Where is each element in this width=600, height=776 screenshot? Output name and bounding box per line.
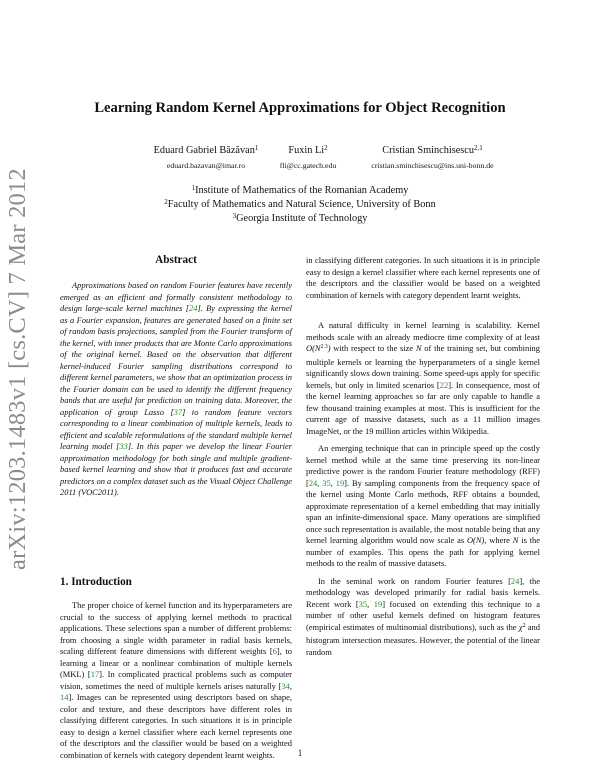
right-paragraph-3: In the seminal work on random Fourier features [24], the methodology was developed primarily for radial basis kernels. Recent work [35, 19] focused on extending this technique to a number of other useful kernels defined on histogram features (empirical estimates of multinomial distributions), such as the $\chi^2$ and histogram intersection measures. However, the potential of the linear random [306,575,541,657]
affiliations [60,184,540,227]
abstract-text: Approximations based on random Fourier features have recently emerged as an efficient and formally consistent methodology to design large-scale kernel machines [24]. By expressing the kernel as a Fourier expansion, features are generated based on a finite set of random basis projections, sampled from the Fourier transform of the kernel, with inner products that are Monte Carlo approximations of the original kernel. Based on the observation that different kernel-induced Fourier sampling distributions correspond to different kernel parameters, we show that an optimization process in the Fourier domain can be used to identify the different frequency bands that are useful for prediction on training data. Moreover, the application of group Lasso [37] to random feature vectors corresponding to a linear combination of multiple kernels, leads to efficient and scalable reformulations of the standard multiple kernel learning model [33]. In this paper we develop the linear Fourier approximation methodology for both single and multiple gradient-based kernel learning and show that it produces fast and accurate predictors on a complex dataset such as the Visual Object Challenge 2011 (VOC2011). [60,280,293,497]
paper-title: Learning Random Kernel Approximations for Object Recognition [94,100,506,116]
math-symbol: O(N [306,343,321,353]
math-symbol: ) [327,343,331,353]
author-name: Eduard Gabriel Băzăvan [153,145,255,156]
author-3 [355,145,510,156]
intro-paragraph: The proper choice of kernel function and its hyperparameters are crucial to the success of applying kernel methods to practical applications. These selections span a number of different problems: from choosing a single width parameter in radial basis kernels, scaling different feature dimensions with different weights [6], to learning a linear or a nonlinear combination of multiple kernels (MKL) [17]. In complicated practical problems such as computer vision, sometimes the need of multiple kernels arises naturally [34, 14]. Images can be represented using descriptors based on shape, color and texture, and these descriptors have different roles in classifying different categories. In such situations it is in principle easy to design a kernel classifier where each kernel represents one of the descriptors and the classifier would be based on a weighted combination of kernels with category dependent learnt weights. [60,600,292,760]
author-sup: 2,1 [474,143,483,152]
citation-link[interactable]: 34 [281,680,290,691]
right-paragraph-1: A natural difficulty in kernel learning is scalability. Kernel methods scale with an already mediocre time complexity of at least $O(N^{2.3})$ with respect to the size N of the training set, but combining multiple kernels or learning the hyperparameters of a single kernel significantly slows down training. Some speed-ups apply for specific kernels, but only in limited scenarios [22]. In consequence, most of the kernel learning approaches so far are only capable to handle a few thousand training examples at most. This is insufficient for the current age of massive datasets, such as a 11 million images ImageNet, or the 19 million articles within Wikipedia. [306,320,540,436]
author-name: Fuxin Li [288,145,325,156]
citation-link[interactable]: 22 [439,379,449,390]
citation-link[interactable]: 33 [119,441,128,451]
citation-link[interactable]: 24 [510,575,520,586]
author-3-email: cristian.sminchisescu@ins.uni-bonn.de [371,161,494,170]
citation-link[interactable]: 24 [189,303,198,313]
math-symbol: χ [518,621,523,632]
math-symbol: N [415,343,422,353]
math-symbol: O(N) [466,535,485,545]
author-name: Cristian Sminchisescu [382,145,475,156]
affiliation-3: $^3$Georgia Institute of Technology [232,212,368,225]
math-symbol: N [512,535,519,545]
citation-link[interactable]: 35 [358,598,368,609]
author-sup: 2 [324,143,328,152]
citation-link[interactable]: 37 [173,406,183,417]
author-sup: 1 [254,143,259,152]
intro-heading: 1. Introduction [60,576,132,588]
math-superscript: 2.3 [320,344,328,351]
author-1-email: eduard.bazavan@imar.ro [166,161,246,170]
arxiv-identifier: arXiv:1203.1483v1 [cs.CV] 7 Mar 2012 [4,168,31,570]
right-paragraph-2: An emerging technique that can in principle speed up the costly kernel method while at the same time preserving its non-linear predictive power is the random Fourier feature methodology (RFF) [24, 35, 19]. By sampling components from the frequency space of the kernel using Monte Carlo methods, RFF obtains a bounded, approximate representation of a kernel embedding that may initially span an infinite-dimensional space. Many operations are simplified once such representation is available, the most notable being that any kernel learning algorithm would now scale as O(N), where N is the number of examples. This opens the path for applying kernel methods to the realm of massive datasets. [306,443,541,568]
citation-link[interactable]: 14 [60,692,69,702]
abstract-body [60,280,292,499]
citation-link[interactable]: 17 [90,669,100,679]
abstract-heading: Abstract [155,254,197,266]
citation-link[interactable]: 24 [308,477,318,488]
author-1 [146,145,266,156]
right-column-paragraphs [306,320,540,658]
author-2 [268,145,348,156]
right-paragraph-cont: in classifying different categories. In such situations it is in principle easy to design a kernel classifier where each kernel represents one of the descriptors and the classifier would be based on a weighted combination of kernels with category dependent learnt weights. [306,255,540,300]
right-column [306,255,540,301]
citation-link[interactable]: 35 [322,477,331,488]
citation-link[interactable]: 19 [335,477,345,488]
citation-link[interactable]: 6 [272,646,277,656]
affiliation-2: $^2$Faculty of Mathematics and Natural Science, University of Bonn [164,198,436,211]
author-2-email: fli@cc.gatech.edu [279,161,337,170]
intro-body [60,600,292,761]
citation-link[interactable]: 19 [373,598,383,609]
page-number: 1 [297,748,303,758]
affiliation-1: $^1$Institute of Mathematics of the Romanian Academy [191,183,409,196]
math-superscript: 2 [522,622,526,629]
